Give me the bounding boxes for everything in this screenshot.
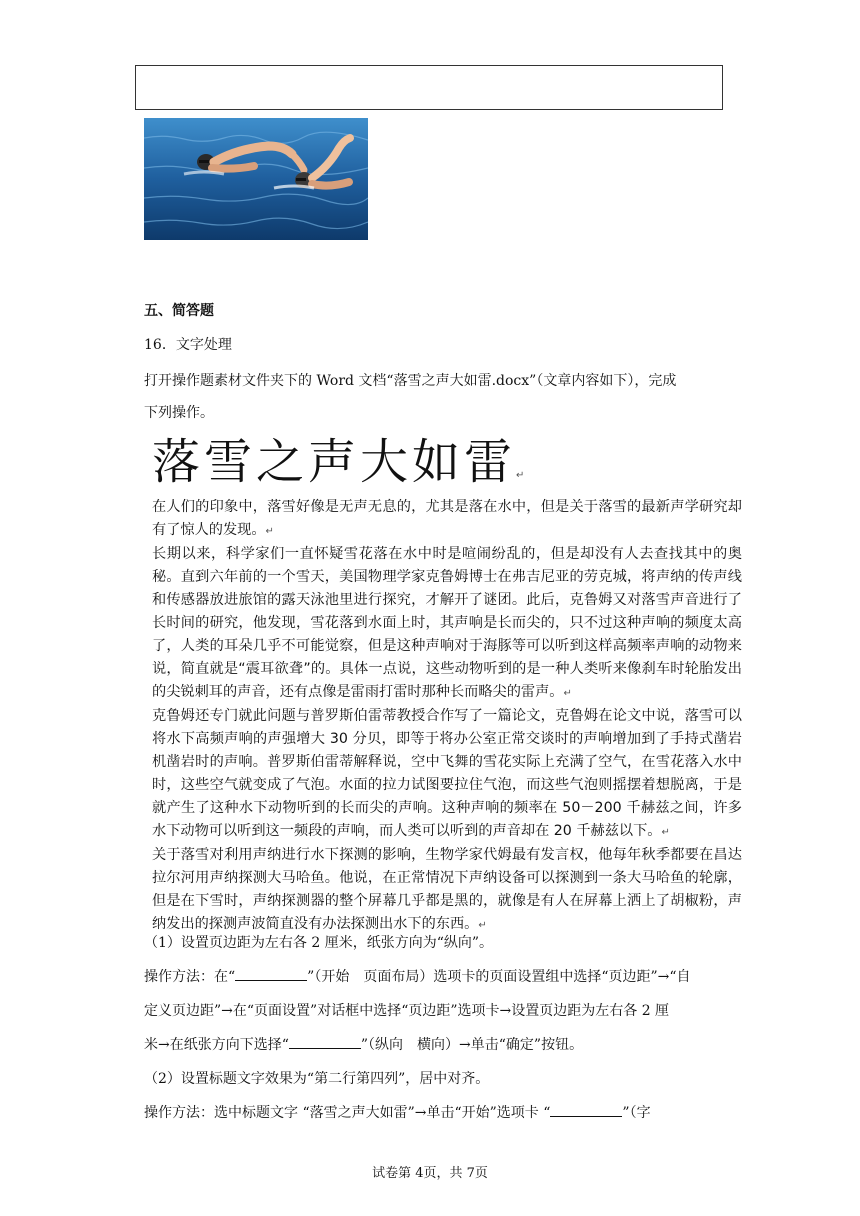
page-footer: 试卷第 4页，共 7页 bbox=[372, 1166, 488, 1181]
answer-blank-2[interactable] bbox=[289, 1034, 361, 1049]
task2-heading: （2）设置标题文字效果为“第二行第四列”，居中对齐。 bbox=[144, 1071, 490, 1087]
article-title: 落雪之声大如雷↵ bbox=[152, 434, 529, 490]
article-paragraph: 克鲁姆还专门就此问题与普罗斯伯雷蒂教授合作写了一篇论文，克鲁姆在论文中说，落雪可以将水下高频声响的声强增大 30 分贝，即等于将办公室正常交谈时的声响增加到了手持式凿岩机凿岩时的声响。普罗斯伯雷蒂解释说，空中飞舞的雪花实际上充满了空气，在雪花落入水中时，这些空气就变成了气泡。水面的拉力试图要拉住气泡，而这些气泡则摇摆着想脱离，于是就产生了这种水下动物听到的长而尖的声响。这种声响的频率在 50－200 千赫兹之间，许多水下动物可以听到这一频段的声响，而人类可以听到的声音却在 20 千赫兹以下。↵ bbox=[152, 708, 742, 839]
section-title: 五、简答题 bbox=[144, 303, 214, 319]
task2-line-1: 操作方法：选中标题文字 “落雪之声大如雷”→单击“开始”选项卡 “ ”（字 bbox=[144, 1102, 651, 1122]
task1-line-2: 定义页边距”→在“页面设置”对话框中选择“页边距”选项卡→设置页边距为左右各 2 厘 bbox=[144, 1003, 670, 1019]
task1-heading: （1）设置页边距为左右各 2 厘米，纸张方向为“纵向”。 bbox=[144, 935, 494, 951]
question-intro-line-1: 打开操作题素材文件夹下的 Word 文档“落雪之声大如雷.docx”（文章内容如下），完成 bbox=[144, 373, 677, 389]
article-paragraph: 关于落雪对利用声纳进行水下探测的影响，生物学家代姆最有发言权，他每年秋季都要在昌达拉尔河用声纳探测大马哈鱼。他说，在正常情况下声纳设备可以探测到一条大马哈鱼的轮廓，但是在下雪时，声纳探测器的整个屏幕几乎都是黑的，就像是有人在屏幕上洒上了胡椒粉，声纳发出的探测声波简直没有办法探测出水下的东西。↵ bbox=[152, 847, 742, 932]
swimmer-photo bbox=[144, 118, 368, 240]
article-excerpt bbox=[152, 430, 742, 937]
question-number-title: 16．文字处理 bbox=[144, 337, 232, 353]
task1-line-3: 米→在纸张方向下选择“ ”（纵向 横向）→单击“确定”按钮。 bbox=[144, 1034, 583, 1054]
task1-line-1: 操作方法：在“ ”（开始 页面布局）选项卡的页面设置组中选择“页边距”→“自 bbox=[144, 966, 691, 986]
article-body bbox=[152, 496, 742, 937]
article-paragraph: 长期以来，科学家们一直怀疑雪花落在水中时是喧闹纷乱的，但是却没有人去查找其中的奥秘。直到六年前的一个雪天，美国物理学家克鲁姆博士在弗吉尼亚的劳克城，将声纳的传声线和传感器放进旅馆的露天泳池里进行探究，才解开了谜团。此后，克鲁姆又对落雪声音进行了长时间的研究，他发现，雪花落到水面上时，其声响是长而尖的，只不过这种声响的频度太高了，人类的耳朵几乎不可能觉察，但是这种声响对于海豚等可以听到这样高频率声响的动物来说，简直就是“震耳欲聋”的。具体一点说，这些动物听到的是一种人类听来像刹车时轮胎发出的尖锐刺耳的声音，还有点像是雷雨打雷时那种长而略尖的雷声。↵ bbox=[152, 546, 742, 700]
question-intro-line-2: 下列操作。 bbox=[144, 405, 214, 421]
answer-blank-1[interactable] bbox=[235, 966, 307, 981]
answer-blank-3[interactable] bbox=[550, 1102, 622, 1117]
paragraph-mark: ↵ bbox=[516, 470, 529, 481]
article-paragraph: 在人们的印象中，落雪好像是无声无息的，尤其是落在水中，但是关于落雪的最新声学研究却有了惊人的发现。↵ bbox=[152, 499, 742, 538]
answer-box bbox=[135, 65, 723, 110]
